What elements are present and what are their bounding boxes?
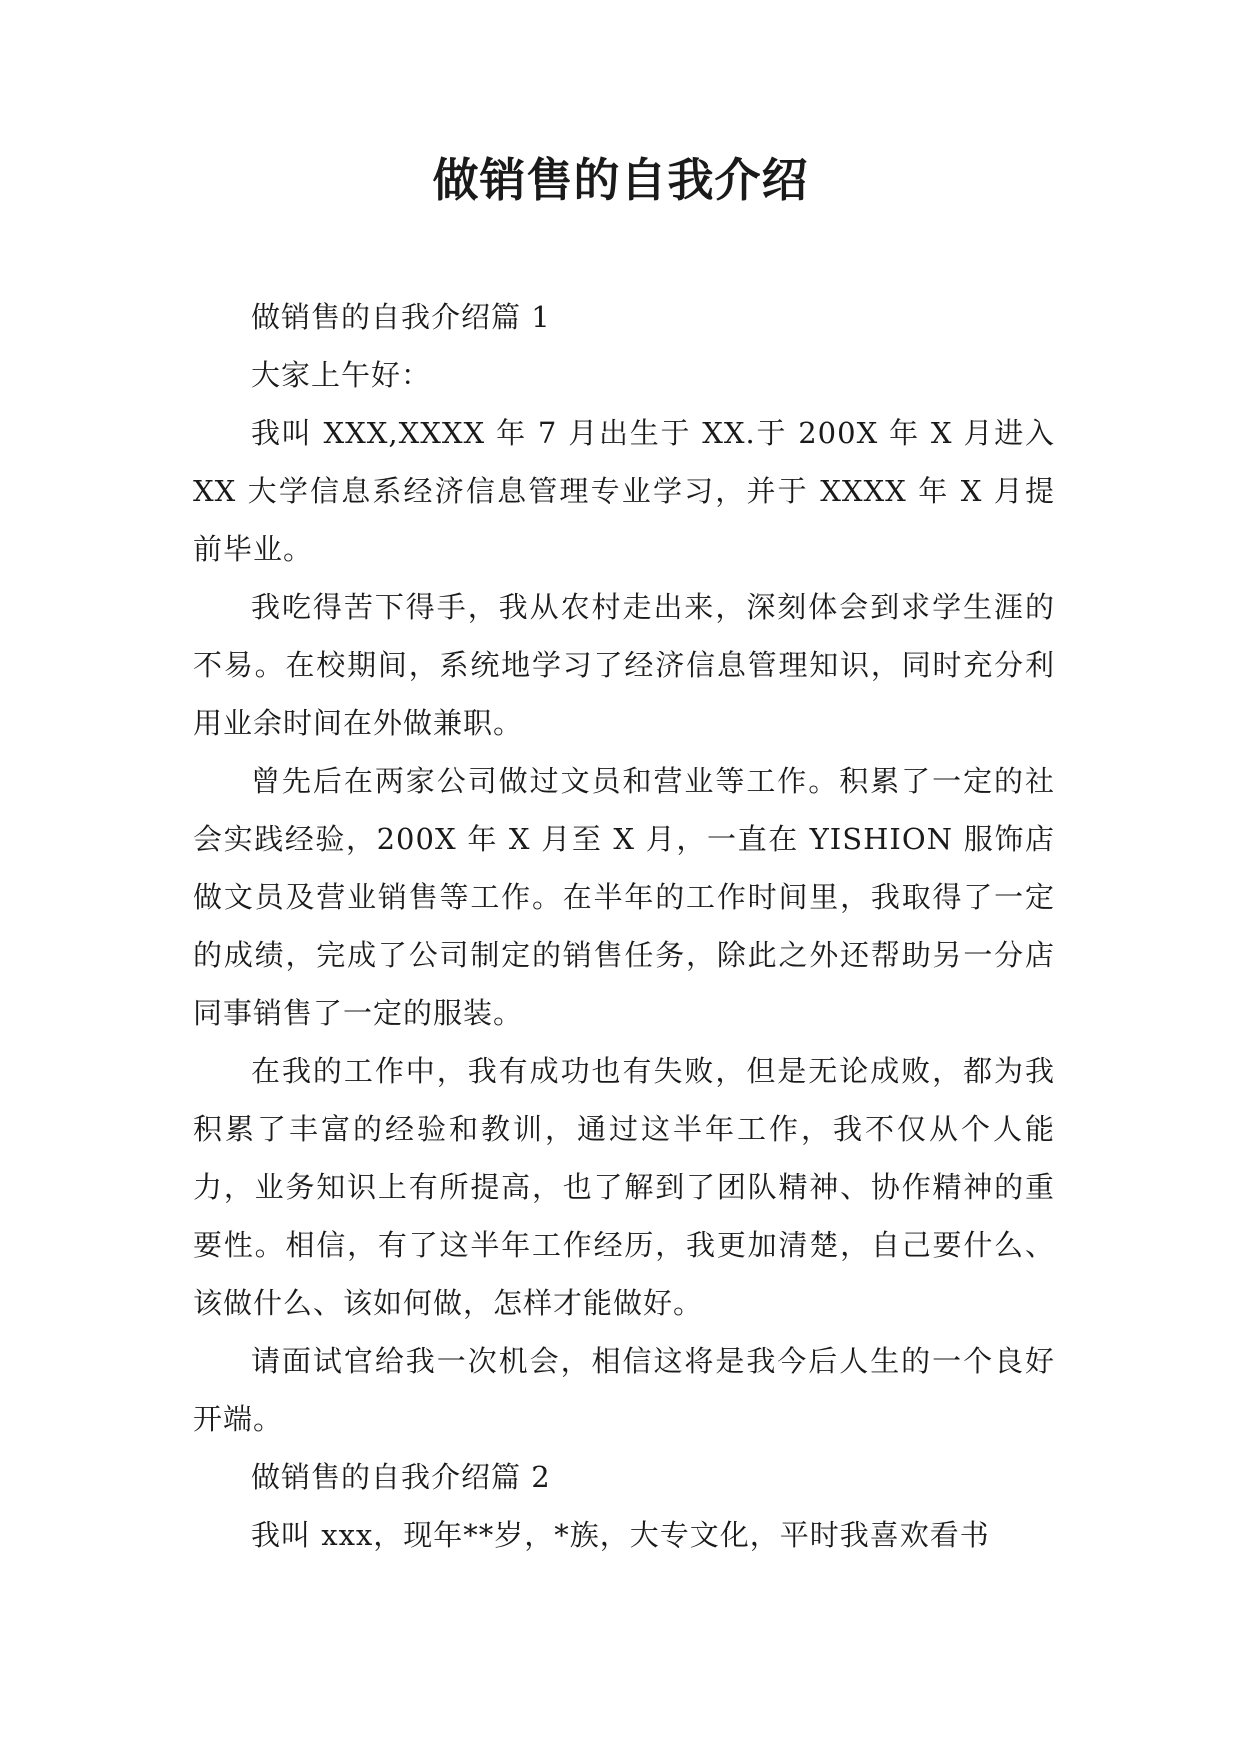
paragraph-education: 我叫 XXX,XXXX 年 7 月出生于 XX.于 200X 年 X 月进入 XX 大学信息系经济信息管理专业学习，并于 XXXX 年 X 月提前毕业。 <box>193 416 1055 566</box>
section-heading-1: 做销售的自我介绍篇 1 <box>251 300 551 334</box>
document-title: 做销售的自我介绍 <box>432 153 809 207</box>
document-body <box>193 288 1055 1564</box>
paragraph-background: 我吃得苦下得手，我从农村走出来，深刻体会到求学生涯的不易。在校期间，系统地学习了经济信息管理知识，同时充分利用业余时间在外做兼职。 <box>193 590 1055 740</box>
paragraph-intro-2: 我叫 xxx，现年**岁，*族，大专文化，平时我喜欢看书 <box>251 1518 990 1552</box>
greeting-paragraph: 大家上午好： <box>251 358 432 392</box>
paragraph-reflection: 在我的工作中，我有成功也有失败，但是无论成败，都为我积累了丰富的经验和教训，通过这半年工作，我不仅从个人能力，业务知识上有所提高，也了解到了团队精神、协作精神的重要性。相信，有了这半年工作经历，我更加清楚，自己要什么、该做什么、该如何做，怎样才能做好。 <box>193 1054 1055 1320</box>
paragraph-work-experience: 曾先后在两家公司做过文员和营业等工作。积累了一定的社会实践经验，200X 年 X 月至 X 月，一直在 YISHION 服饰店做文员及营业销售等工作。在半年的工作时间里，我取得了一定的成绩，完成了公司制定的销售任务，除此之外还帮助另一分店同事销售了一定的服装。 <box>193 764 1055 1030</box>
paragraph-closing: 请面试官给我一次机会，相信这将是我今后人生的一个良好开端。 <box>193 1344 1055 1436</box>
section-heading-2: 做销售的自我介绍篇 2 <box>251 1460 551 1494</box>
